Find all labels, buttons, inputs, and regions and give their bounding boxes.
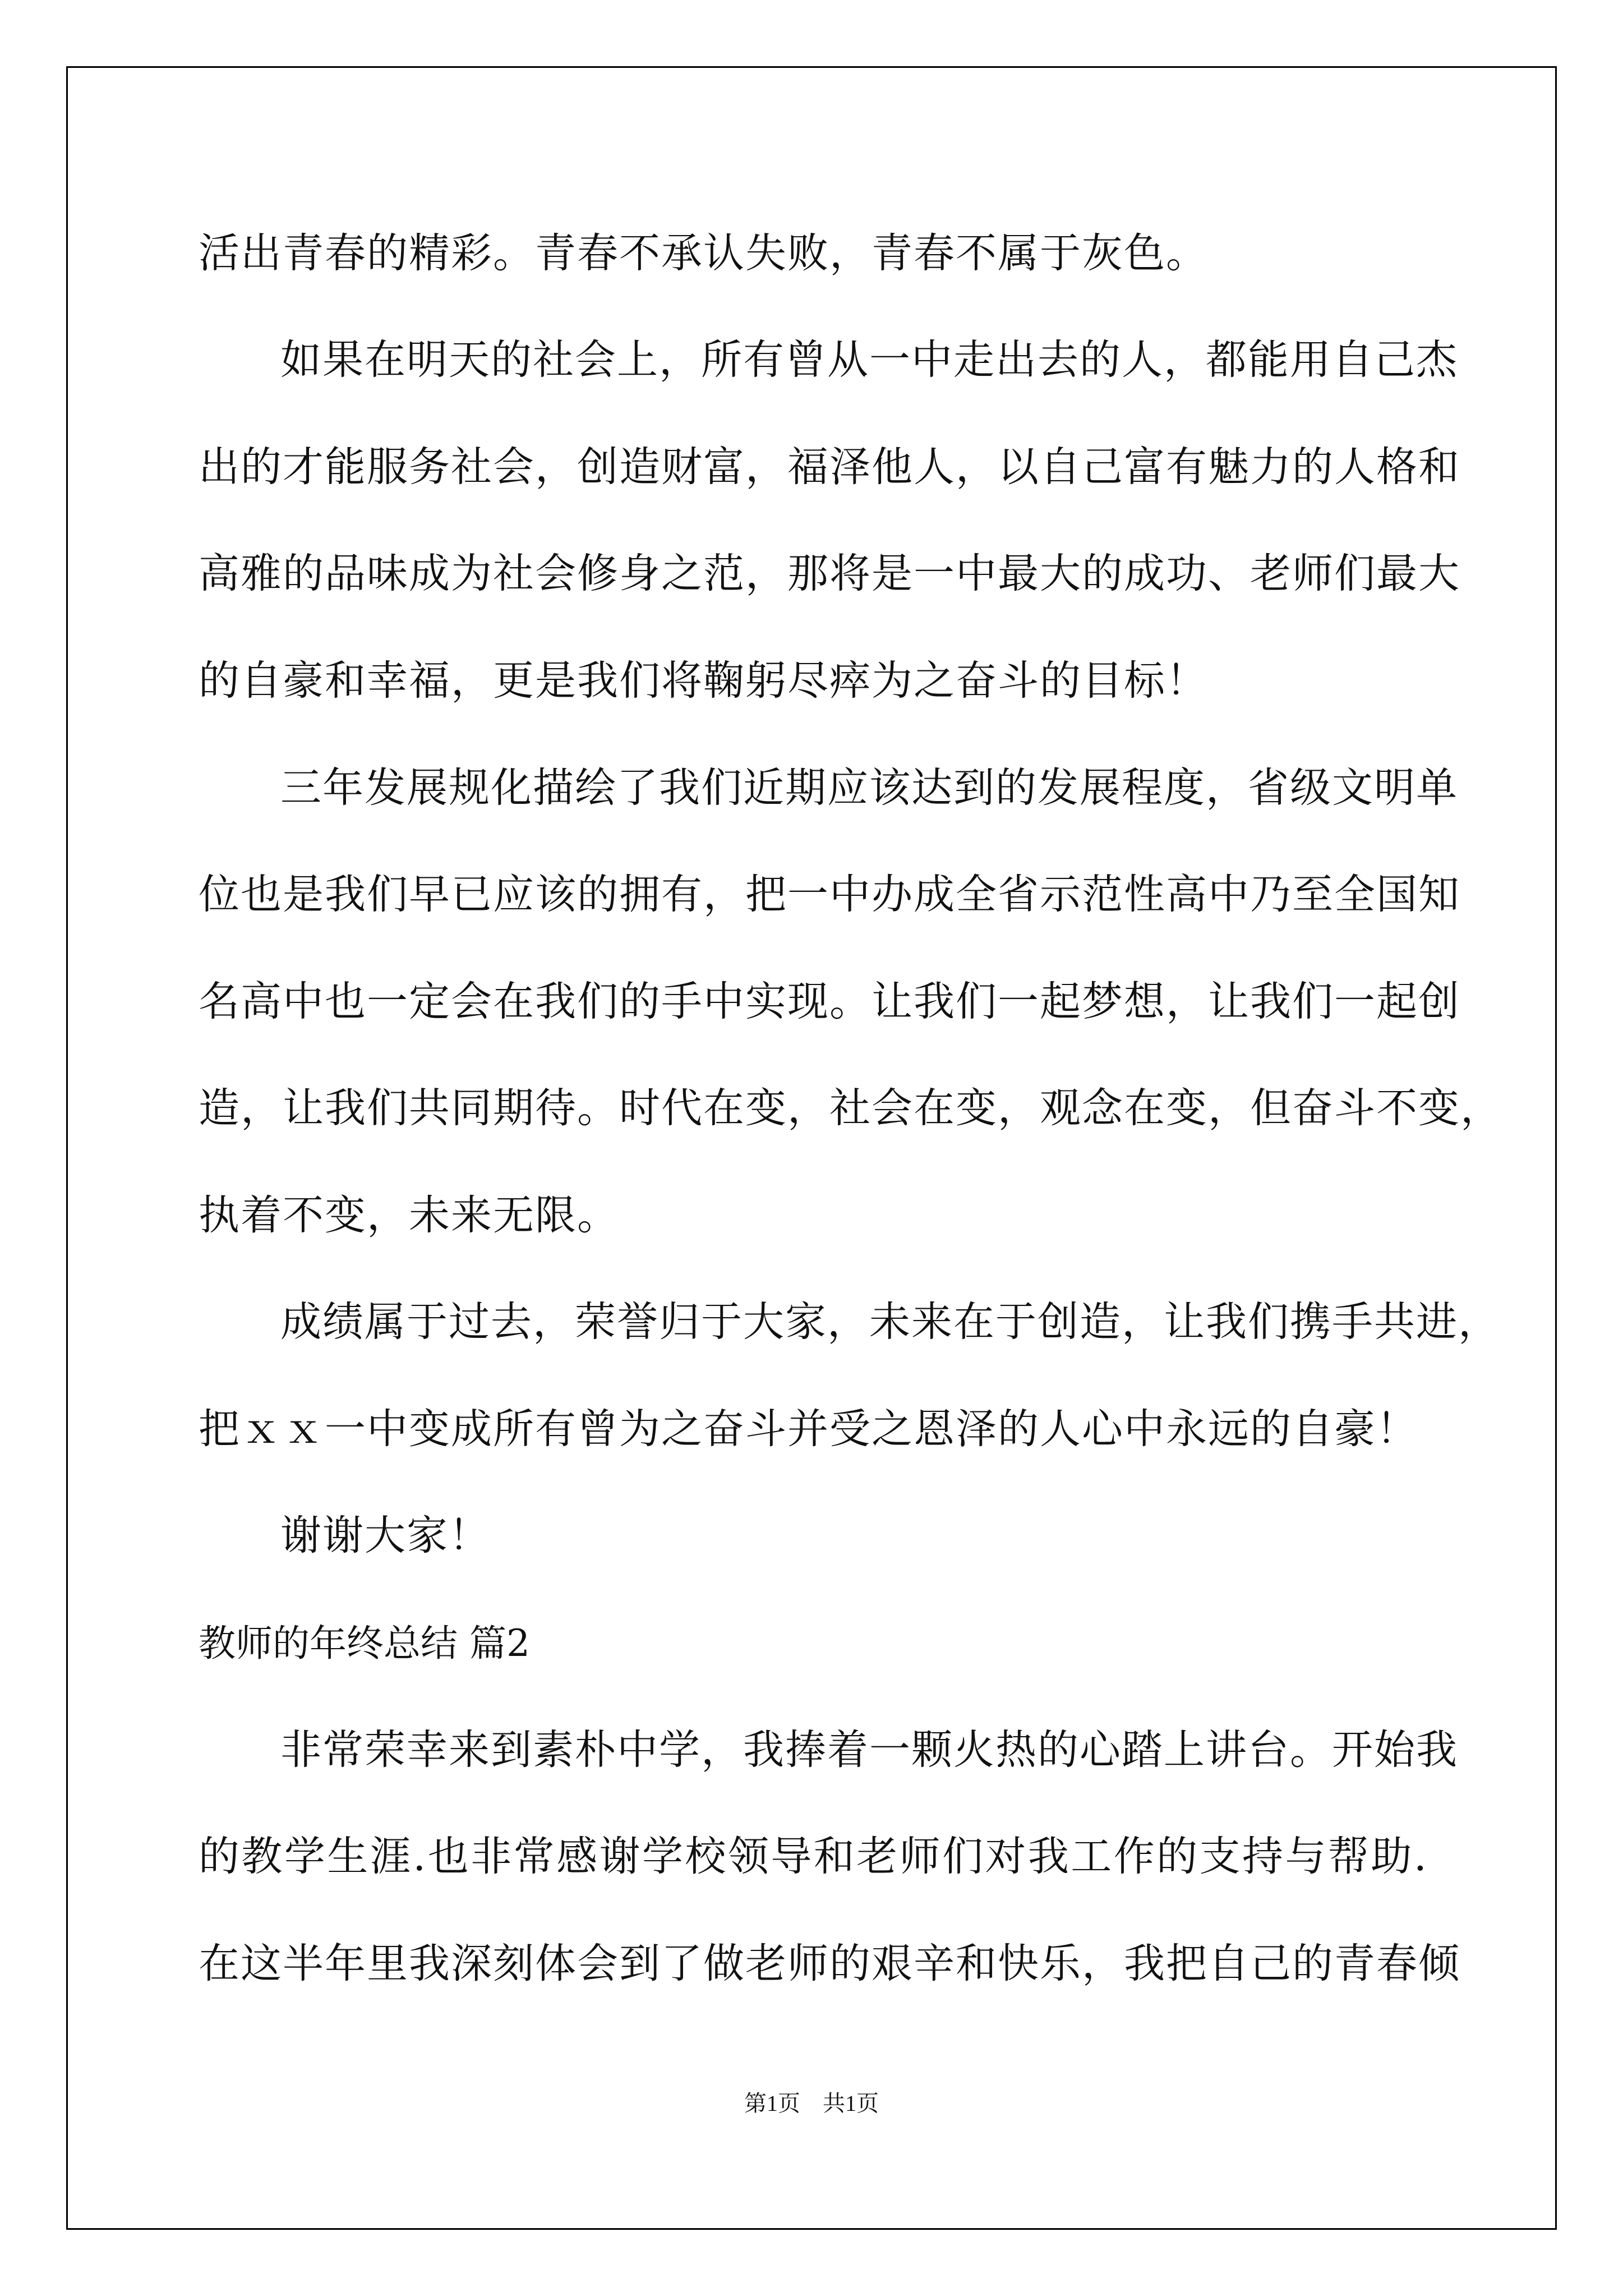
body-line: 名高中也一定会在我们的手中实现。让我们一起梦想，让我们一起创: [199, 978, 1460, 1025]
body-line: 的教学生涯.也非常感谢学校领导和老师们对我工作的支持与帮助.: [199, 1833, 1428, 1880]
page-border: [66, 66, 1557, 2230]
body-line: 成绩属于过去，荣誉归于大家，未来在于创造，让我们携手共进，: [280, 1298, 1500, 1346]
body-line: 活出青春的精彩。青春不承认失败，青春不属于灰色。: [199, 229, 1208, 277]
body-line: 出的才能服务社会，创造财富，福泽他人，以自己富有魅力的人格和: [199, 443, 1460, 491]
body-line: 把ｘｘ一中变成所有曾为之奋斗并受之恩泽的人心中永远的自豪！: [199, 1405, 1418, 1453]
body-line: 高雅的品味成为社会修身之范，那将是一中最大的成功、老师们最大: [199, 550, 1460, 597]
body-line: 造，让我们共同期待。时代在变，社会在变，观念在变，但奋斗不变，: [199, 1084, 1502, 1132]
page-number: 第1页 共1页: [744, 2091, 879, 2116]
body-line: 三年发展规化描绘了我们近期应该达到的发展程度，省级文明单: [280, 764, 1458, 812]
section-heading: 教师的年终总结 篇2: [199, 1622, 530, 1665]
body-line: 位也是我们早已应该的拥有，把一中办成全省示范性高中乃至全国知: [199, 871, 1460, 918]
body-line: 执着不变，未来无限。: [199, 1191, 619, 1239]
body-line: 非常荣幸来到素朴中学，我捧着一颗火热的心踏上讲台。开始我: [280, 1726, 1458, 1774]
body-line: 在这半年里我深刻体会到了做老师的艰辛和快乐，我把自己的青春倾: [199, 1940, 1460, 1987]
body-line: 的自豪和幸福，更是我们将鞠躬尽瘁为之奋斗的目标！: [199, 657, 1208, 705]
body-line: 谢谢大家！: [280, 1512, 491, 1559]
body-line: 如果在明天的社会上，所有曾从一中走出去的人，都能用自己杰: [280, 336, 1458, 384]
